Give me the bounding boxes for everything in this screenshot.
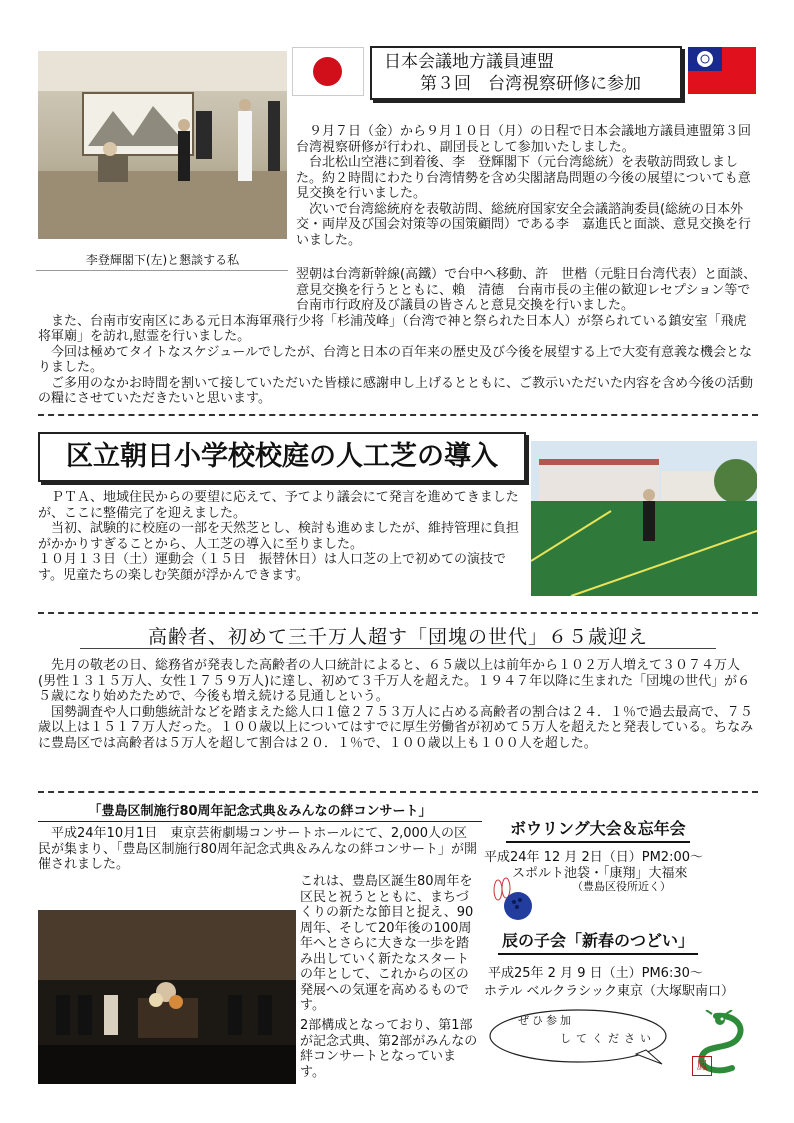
newyear-event-date: 平成25年 2 月 9 日（土）PM6:30～: [488, 966, 703, 981]
article3-para-2: 国勢調査や人口動態統計などを踏まえた総人口１億２７５３万人に占める高齢者の割合は２４．１％で過去最高で、７５歳以上は１５１７万人だった。１００歳以上についてはすでに厚生労働省が初めて５万人を超えたと発表している。ちなみに豊島区では高齢者は５万人を超して割合は２０．１％で、１００歳以上も１００人を超した。: [38, 704, 754, 751]
invite-line2: してください: [560, 1032, 656, 1045]
article3-title: 高齢者、初めて三千万人超す「団塊の世代」６５歳迎え: [147, 626, 648, 648]
article3-para-1: 先月の敬老の日、総務省が発表した高齢者の人口統計によると、６５歳以上は前年から１０２万人増えて３０７４万人(男性１３１５万人、女性１７５９万人)に達し、初めて３千万人を超えた。１９４７年以降に生まれた「団塊の世代」が６５歳になり始めたためで、今後も増え続ける見通しという。: [38, 658, 751, 704]
bowling-event-note: （豊島区役所近く）: [572, 880, 671, 893]
meeting-photo: [38, 51, 287, 239]
article1-text-bottom: [38, 267, 758, 407]
white-sun-icon: [688, 47, 722, 71]
article4-para-1: 平成24年10月1日 東京芸術劇場コンサートホールにて、2,000人の区民が集まり、「豊島区制施行80周年記念式典＆みんなの絆コンサート」が開催されました。: [38, 826, 478, 872]
flag-canton: [688, 47, 722, 71]
article4-para-2: これは、豊島区誕生80周年を区民と祝うとともに、まちづくりの新たな節目と捉え、90周年、そして20年後の100周年へとさらに大きな一歩を踏み出していく新たなスタートの年として、これからの区の発展への気運を高めるものです。: [300, 874, 474, 1013]
concert-photo-art: [38, 910, 296, 1084]
header-title-line1: 日本会議地方議員連盟: [384, 52, 554, 72]
bowling-ball-icon: [486, 872, 538, 924]
article4-text-top: [38, 826, 478, 873]
section-divider-1: [38, 414, 758, 416]
article1-text-top: [296, 124, 758, 248]
bowling-event-title: ボウリング大会＆忘年会: [506, 816, 690, 843]
header-title-box: [370, 46, 682, 100]
article4-text-side: [300, 874, 480, 1014]
flag-sun-disc: [313, 57, 342, 86]
article4-text-bottom: [300, 1018, 480, 1080]
section-divider-2: [38, 612, 758, 614]
article1-para-5: また、台南市安南区にある元日本海軍飛行少将「杉浦茂峰」（台湾で神と祭られた日本人）が祭られている鎮安室「飛虎将軍廟」を訪れ,慰霊を行いました。: [38, 313, 747, 344]
newyear-event-venue: ホテル ベルクラシック東京（大塚駅南口）: [484, 984, 734, 999]
dragon-icon: [676, 1010, 756, 1080]
meeting-photo-caption: 李登輝閣下(左)と懇談する私: [85, 253, 240, 267]
turf-photo-art: [531, 441, 757, 596]
seal-stamp: [692, 1056, 712, 1076]
header-title-line2: 第３回 台湾視察研修に参加: [420, 74, 641, 94]
meeting-photo-art: [38, 51, 287, 239]
bowling-event-venue: スポルト池袋・「康翔」大福來: [512, 866, 688, 881]
seal-stamp-text: 鳳: [696, 1059, 708, 1072]
japan-flag-icon: [292, 47, 364, 96]
article1-para-3: 次いで台湾総統府を表敬訪問、総統府国家安全会議諮詢委員(総統の日本外交・両岸及び国会対策等の国策顧問）である李 嘉進氏と面談、意見交換を行いました。: [296, 201, 752, 248]
article2-para-2: 当初、試験的に校庭の一部を天然芝とし、検討も進めましたが、維持管理に負担がかかりすぎることから、人工芝の導入に至りました。: [38, 521, 520, 552]
newyear-event-title: 辰の子会「新春のつどい」: [498, 928, 698, 955]
article2-title: 区立朝日小学校校庭の人工芝の導入: [66, 441, 498, 472]
turf-photo: [531, 441, 757, 596]
invite-line1: ぜひ参加: [518, 1014, 574, 1027]
article3-text: [38, 658, 758, 751]
article3-title-underline: [80, 648, 716, 649]
taiwan-flag-icon: [688, 47, 756, 94]
article2-title-box: [38, 432, 526, 482]
article4-title: 「豊島区制施行80周年記念式典＆みんなの絆コンサート」: [38, 800, 482, 822]
article1-para-2: 台北松山空港に到着後、李 登輝閣下（元台湾総統）を表敬訪問致しました。約２時間にわたり台湾情勢を含め尖閣諸島問題の今後の展望についても意見交換を行いました。: [296, 155, 751, 201]
article1-para-1: ９月７日（金）から９月１０日（月）の日程で日本会議地方議員連盟第３回台湾視察研修が行われ、副団長として参加いたしました。: [296, 124, 752, 155]
article1-para-7: ご多用のなかお時間を割いて接していただいた皆様に感謝申し上げるとともに、ご教示いただいた内容を含め今後の活動の糧にさせていただきたいと思います。: [38, 375, 754, 406]
concert-photo: [38, 910, 296, 1084]
bowling-event-date: 平成24年 12 月 2日（日）PM2:00～: [484, 850, 704, 865]
article2-para-1: ＰＴＡ、地域住民からの要望に応えて、予てより議会にて発言を進めてきましたが、ここに整備完了を迎えました。: [38, 490, 519, 521]
article1-para-4: 翌朝は台湾新幹線(高鐵）で台中へ移動、許 世楷（元駐日台湾代表）と面談、意見交換を行うとともに、賴 清德 台南市長の主催の歓迎レセプション等で台南市行政府及び議員の皆さんと意見交換を行いました。: [296, 267, 757, 313]
section-divider-3: [38, 791, 758, 793]
article2-para-3: １０月１３日（土）運動会（１５日 振替休日）は人口芝の上で初めての演技です。児童たちの楽しむ笑顔が浮かんできます。: [38, 552, 507, 583]
article4-para-3: 2部構成となっており、第1部が記念式典、第2部がみんなの絆コンサートとなっています。: [300, 1018, 478, 1080]
article2-text: [38, 490, 524, 583]
article1-para-6: 今回は極めてタイトなスケジュールでしたが、台湾と日本の百年来の歴史及び今後を展望する上で大変有意義な機会となりました。: [38, 344, 752, 375]
